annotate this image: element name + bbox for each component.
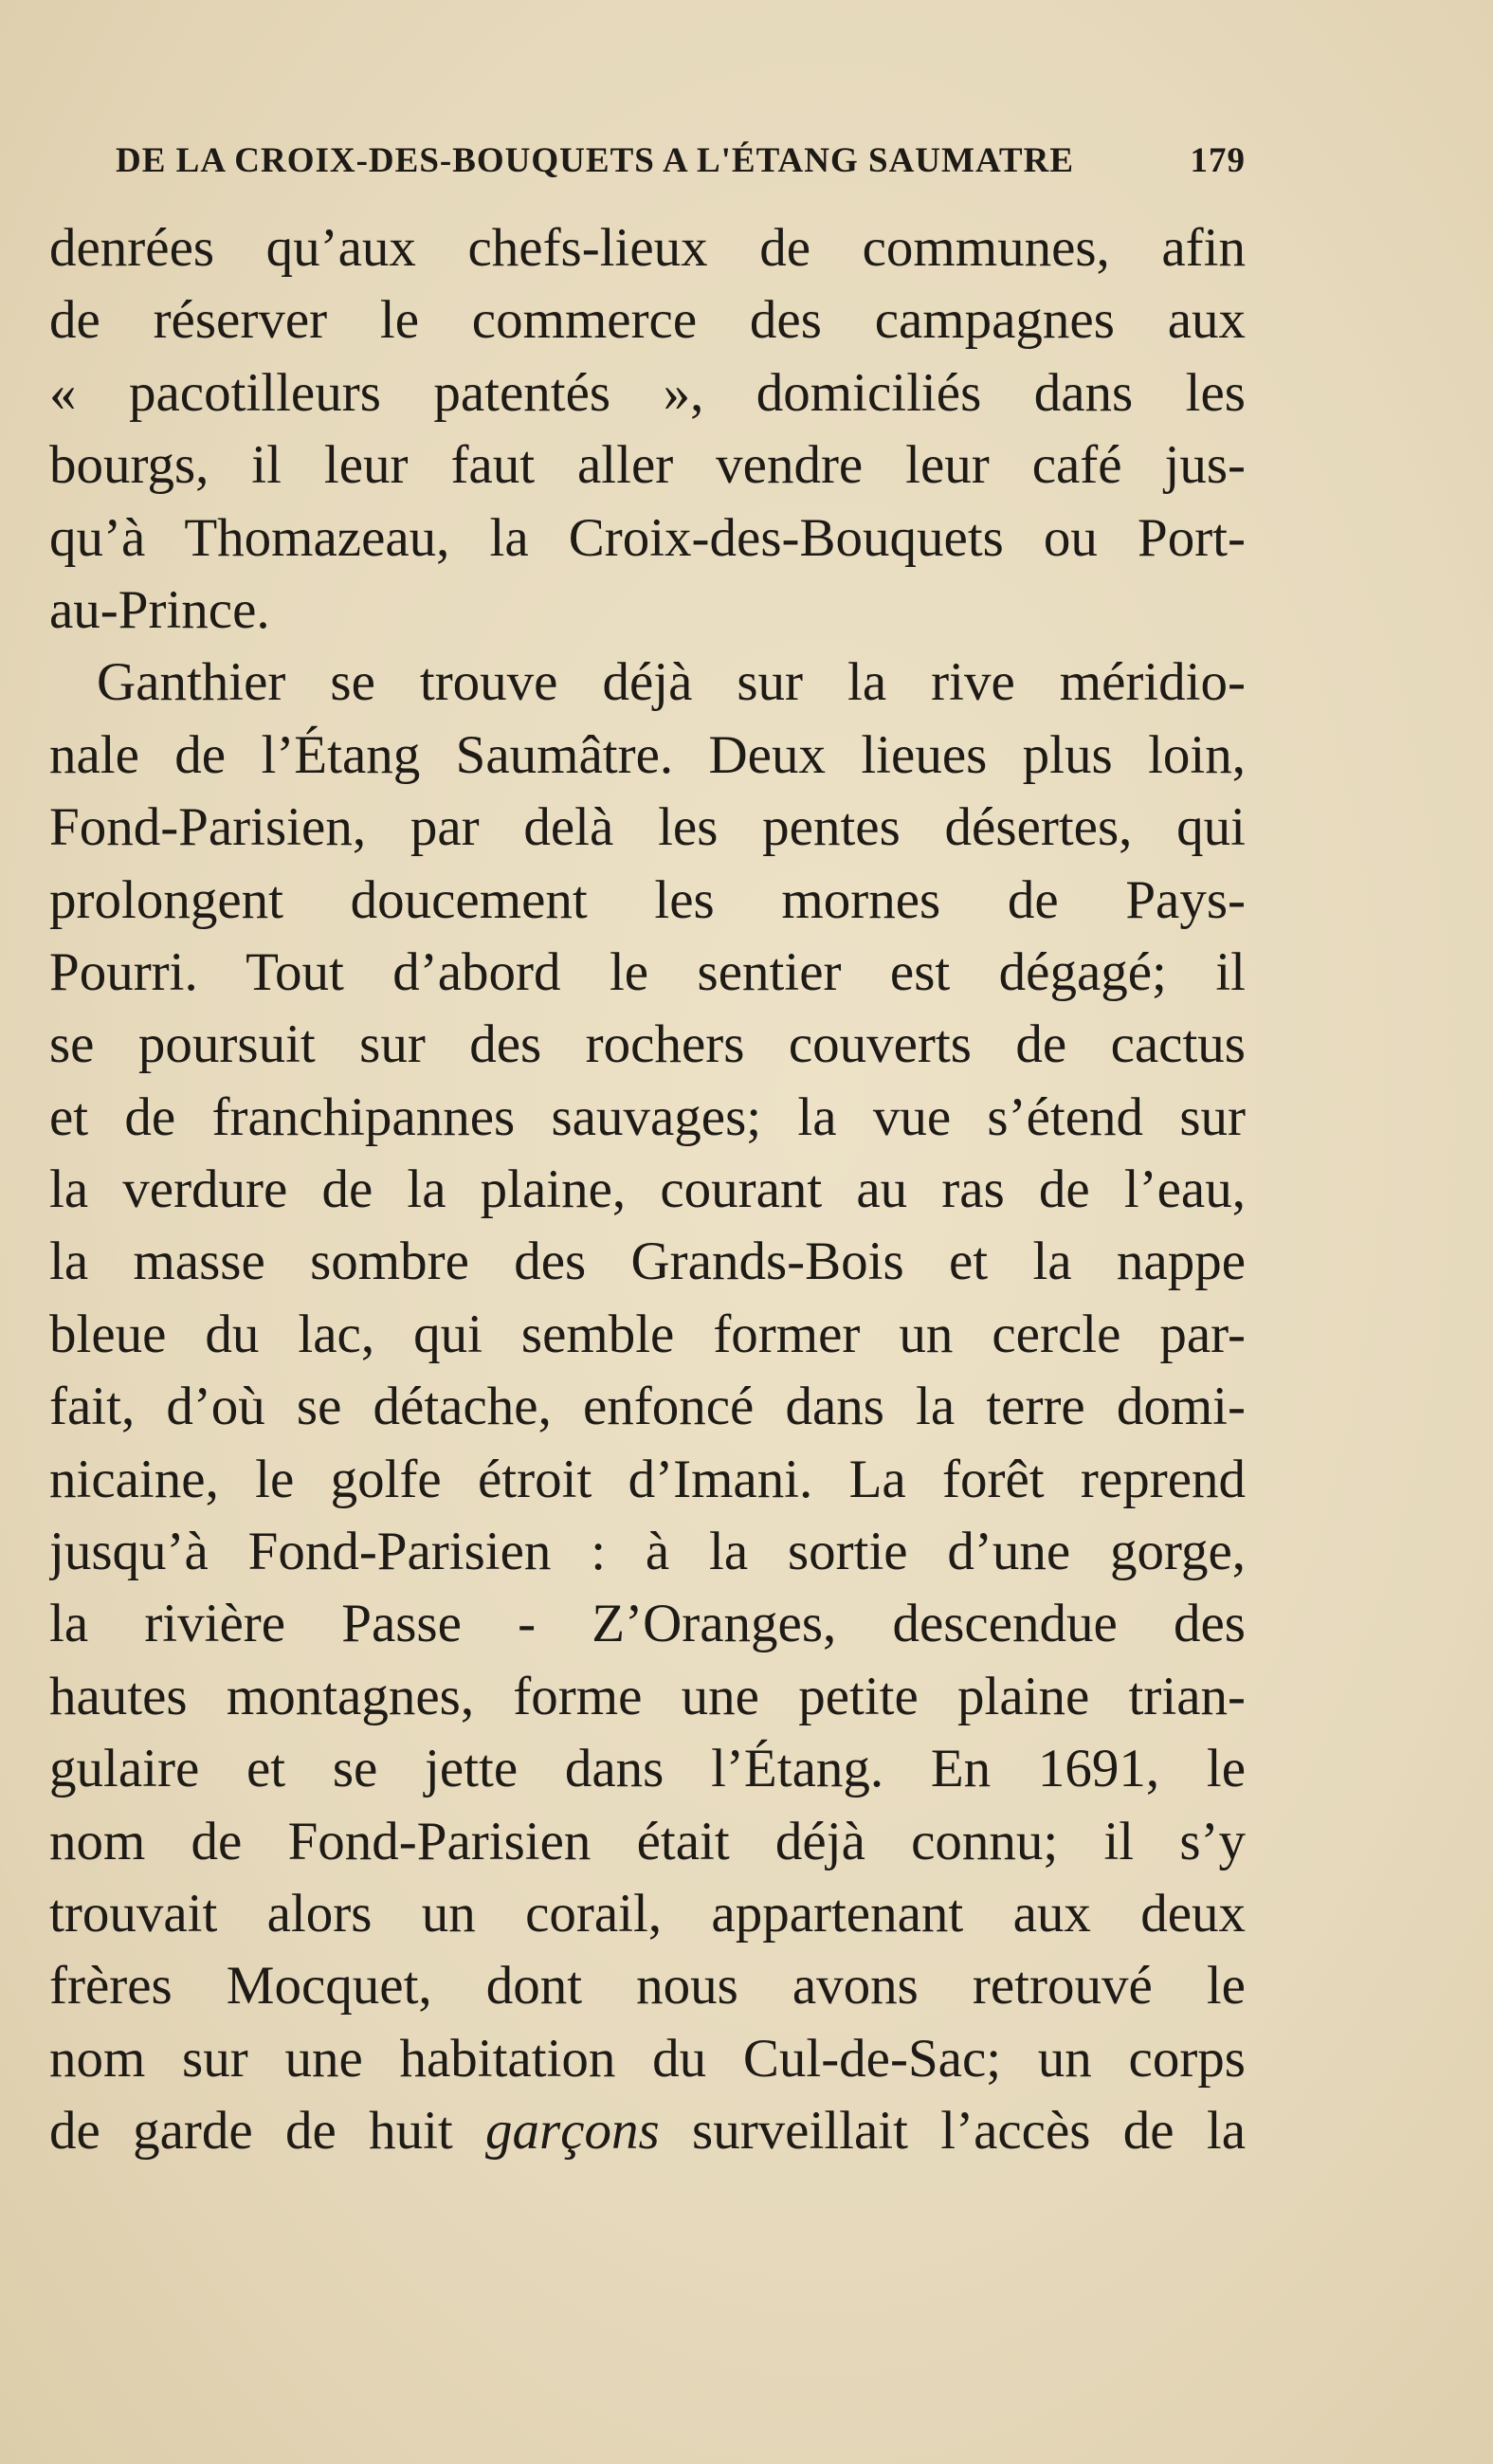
text-line: bleue du lac, qui semble former un cercle par- — [49, 1304, 1246, 1364]
text-line: Ganthier se trouve déjà sur la rive méridio- — [97, 652, 1246, 713]
italic-word: garçons — [485, 2101, 660, 2162]
final-line-end: surveillait l’accès de la — [659, 2101, 1246, 2162]
text-line: se poursuit sur des rochers couverts de cactus — [49, 1014, 1246, 1075]
body-text — [49, 212, 1246, 2168]
text-line: la masse sombre des Grands-Bois et la nappe — [49, 1232, 1246, 1292]
text-line: nicaine, le golfe étroit d’Imani. La forêt reprend — [49, 1449, 1246, 1509]
text-line: fait, d’où se détache, enfoncé dans la terre domi- — [49, 1377, 1246, 1437]
text-line: nom sur une habitation du Cul-de-Sac; un corps — [49, 2028, 1246, 2089]
running-head — [116, 140, 1246, 188]
text-line: denrées qu’aux chefs-lieux de communes, afin — [49, 218, 1246, 278]
text-line: nom de Fond-Parisien était déjà connu; il s’y — [49, 1811, 1246, 1871]
text-line: la rivière Passe - Z’Oranges, descendue des — [49, 1594, 1246, 1654]
text-line: hautes montagnes, forme une petite plaine trian- — [49, 1666, 1246, 1726]
text-line: prolongent doucement les mornes de Pays- — [49, 869, 1246, 930]
text-line: frères Mocquet, dont nous avons retrouvé le — [49, 1956, 1246, 2017]
text-line: qu’à Thomazeau, la Croix-des-Bouquets ou Port- — [49, 507, 1246, 568]
text-line: trouvait alors un corail, appartenant aux deux — [49, 1883, 1246, 1944]
page-number: 179 — [1190, 141, 1246, 180]
final-text-line — [49, 2095, 1246, 2167]
text-line: de réserver le commerce des campagnes aux — [49, 290, 1246, 351]
text-line: bourgs, il leur faut aller vendre leur café jus- — [49, 435, 1246, 496]
text-line: « pacotilleurs patentés », domiciliés dans les — [49, 362, 1246, 423]
text-line: et de franchipannes sauvages; la vue s’étend sur — [49, 1086, 1246, 1147]
text-line: Fond-Parisien, par delà les pentes désertes, qui — [49, 797, 1246, 858]
running-title: DE LA CROIX-DES-BOUQUETS A L'ÉTANG SAUMATRE — [116, 141, 1074, 180]
text-line: la verdure de la plaine, courant au ras de l’eau, — [49, 1159, 1246, 1220]
final-line-start: de garde de huit — [49, 2101, 486, 2162]
text-line: gulaire et se jette dans l’Étang. En 1691, le — [49, 1739, 1246, 1799]
text-line: nale de l’Étang Saumâtre. Deux lieues plus loin, — [49, 724, 1246, 785]
text-line: jusqu’à Fond-Parisien : à la sortie d’une gorge, — [49, 1522, 1246, 1582]
text-line: Pourri. Tout d’abord le sentier est dégagé; il — [49, 941, 1246, 1002]
text-line: au-Prince. — [49, 579, 270, 640]
